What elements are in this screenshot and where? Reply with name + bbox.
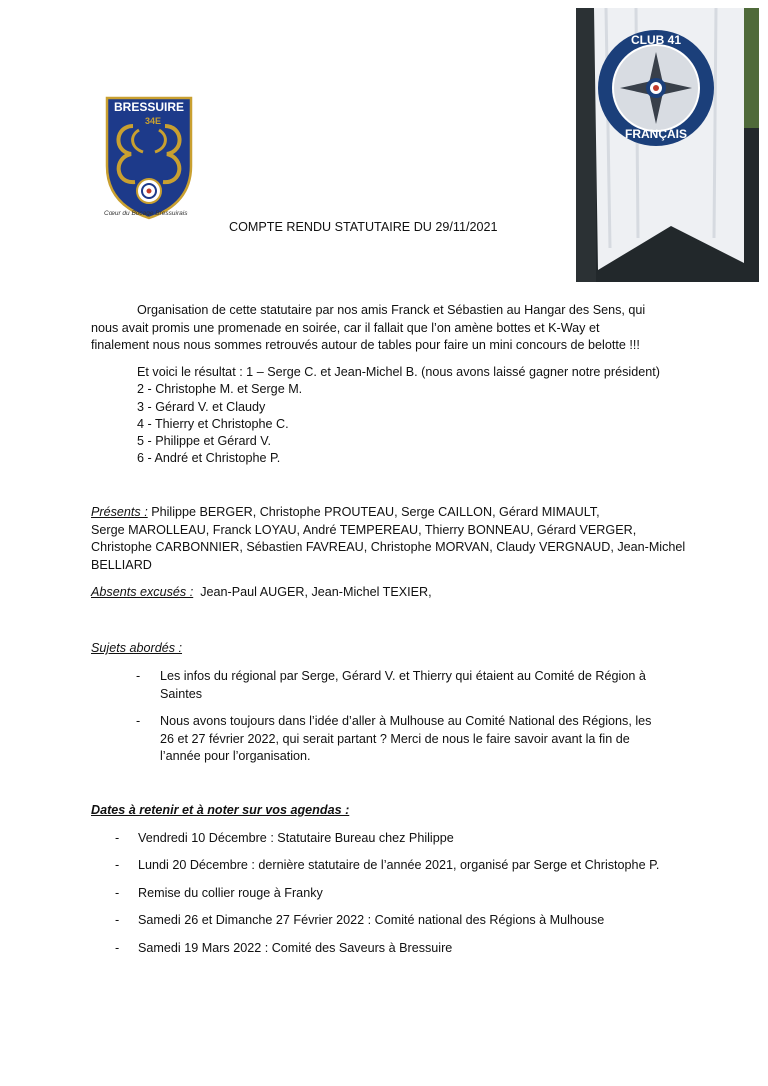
logo-number: 34E: [144, 116, 162, 126]
sujets-section-title: [91, 640, 691, 658]
intro-line: finalement nous nous sommes retrouvés autour de tables pour faire un mini concours de belotte !!!: [91, 338, 640, 352]
dash-bullet: -: [136, 714, 141, 728]
banner-top-text: CLUB 41: [630, 33, 682, 47]
absents-section: [91, 584, 691, 602]
dates-label: Dates à retenir et à noter sur vos agendas :: [91, 803, 350, 817]
date-text: Samedi 26 et Dimanche 27 Février 2022 : Comité national des Régions à Mulhouse: [138, 913, 605, 927]
date-text: Vendredi 10 Décembre : Statutaire Bureau chez Philippe: [138, 831, 454, 845]
dash-bullet: -: [115, 886, 120, 900]
sujet-line: Saintes: [160, 686, 203, 701]
bressuire-logo: [103, 96, 195, 220]
sujet-line: l’année pour l’organisation.: [160, 749, 311, 763]
sujets-label: Sujets abordés :: [91, 641, 183, 655]
presents-line: Serge MAROLLEAU, Franck LOYAU, André TEMPEREAU, Thierry BONNEAU, Gérard VERGER,: [91, 522, 637, 537]
results-list: [137, 364, 660, 468]
document-title: COMPTE RENDU STATUTAIRE DU 29/11/2021: [229, 220, 498, 234]
sujet-line: 26 et 27 février 2022, qui serait partant ? Merci de nous le faire savoir avant la fin de: [160, 731, 630, 746]
presents-section: [91, 504, 691, 574]
result-line: 4 - Thierry et Christophe C.: [137, 416, 289, 431]
sujet-line: Les infos du régional par Serge, Gérard V. et Thierry qui étaient au Comité de Région à: [160, 669, 646, 683]
logo-name: BRESSUIRE: [113, 100, 185, 114]
club41-banner-photo: [576, 8, 759, 282]
presents-line: Christophe CARBONNIER, Sébastien FAVREAU, Christophe MORVAN, Claudy VERGNAUD, Jean-Michel: [91, 540, 686, 554]
presents-line: BELLIARD: [91, 557, 152, 572]
intro-line: nous avait promis une promenade en soirée, car il fallait que l’on amène bottes et K-Way et: [91, 320, 600, 335]
intro-line: Organisation de cette statutaire par nos amis Franck et Sébastien au Hangar des Sens, qui: [137, 303, 646, 317]
result-line: 5 - Philippe et Gérard V.: [137, 434, 271, 449]
result-line: 2 - Christophe M. et Serge M.: [137, 382, 303, 397]
dash-bullet: -: [136, 669, 141, 683]
result-line: 6 - André et Christophe P.: [137, 451, 281, 466]
presents-line: Philippe BERGER, Christophe PROUTEAU, Serge CAILLON, Gérard MIMAULT,: [147, 505, 600, 519]
dash-bullet: -: [115, 831, 120, 845]
date-text: Remise du collier rouge à Franky: [138, 886, 323, 900]
result-line: 3 - Gérard V. et Claudy: [137, 399, 266, 414]
absents-text: Jean-Paul AUGER, Jean-Michel TEXIER,: [193, 585, 432, 599]
date-text: Lundi 20 Décembre : dernière statutaire de l’année 2021, organisé par Serge et Christophe P.: [138, 858, 660, 872]
banner-bottom-text: FRANÇAIS: [625, 127, 687, 141]
dash-bullet: -: [115, 941, 120, 955]
logo-tagline: Cœur du Bocage Bressuirais: [104, 210, 188, 217]
absents-label: Absents excusés :: [91, 585, 194, 599]
sujet-line: Nous avons toujours dans l’idée d’aller à Mulhouse au Comité National des Régions, les: [160, 714, 652, 728]
result-line: Et voici le résultat : 1 – Serge C. et Jean-Michel B. (nous avons laissé gagner notre président): [137, 365, 660, 379]
presents-label: Présents :: [91, 505, 148, 519]
dash-bullet: -: [115, 858, 120, 872]
dash-bullet: -: [115, 913, 120, 927]
dates-section-title: [91, 802, 691, 820]
intro-paragraph: [91, 302, 691, 355]
date-text: Samedi 19 Mars 2022 : Comité des Saveurs à Bressuire: [138, 941, 453, 955]
